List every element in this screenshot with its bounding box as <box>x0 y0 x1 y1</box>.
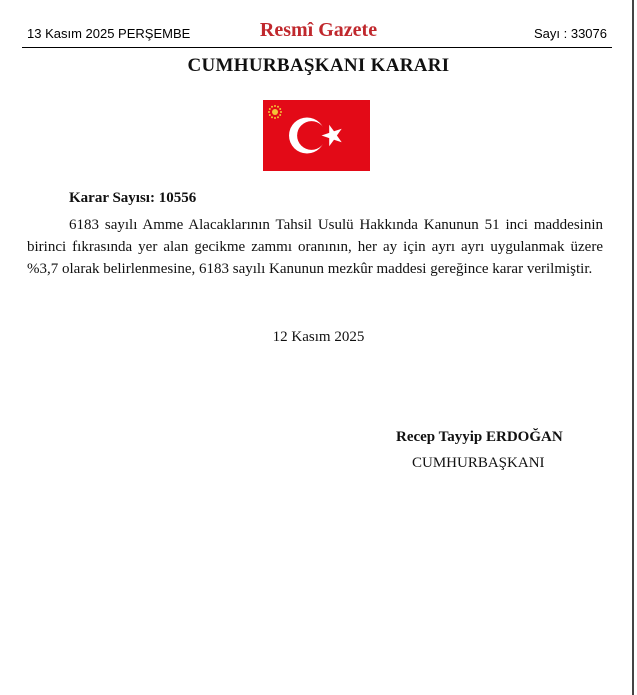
decision-title: CUMHURBAŞKANI KARARI <box>187 55 450 76</box>
header-date: 13 Kasım 2025 PERŞEMBE <box>27 26 191 41</box>
signer-name: Recep Tayyip ERDOĞAN <box>396 429 563 445</box>
decision-date: 12 Kasım 2025 <box>272 329 365 345</box>
header-divider <box>22 47 612 48</box>
decision-number: Karar Sayısı: 10556 <box>69 190 197 206</box>
issue-number: Sayı : 33076 <box>534 26 607 41</box>
turkish-flag-with-presidential-seal-icon <box>263 100 370 171</box>
page-border <box>632 0 634 695</box>
signer-title: CUMHURBAŞKANI <box>412 455 545 471</box>
decision-body <box>27 214 603 280</box>
gazette-title: Resmî Gazete <box>259 19 378 41</box>
decision-body-text: 6183 sayılı Amme Alacaklarının Tahsil Usulü Hakkında Kanunun 51 inci maddesinin birinci fıkrasında yer alan gecikme zammı oranının, her ay için ayrı ayrı uygulanmak üzere %3,7 olarak belirlenmesine, 6183 sayılı Kanunun mezkûr maddesi gereğince karar verilmiştir. <box>27 217 603 277</box>
